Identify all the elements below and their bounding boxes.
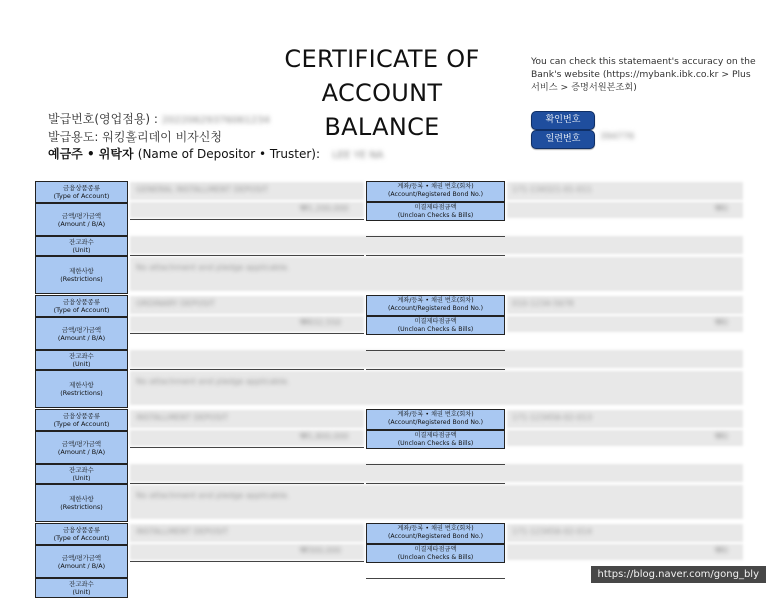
label-unit-text xyxy=(69,352,94,368)
label-type-of-account-text xyxy=(54,412,110,428)
label-restrictions-en: (Restrictions) xyxy=(60,275,103,283)
label-amount-ko: 금액/평가금액 xyxy=(61,553,102,562)
label-account-number-ko: 계좌/등록 • 채권 번호(회차) xyxy=(397,183,474,190)
label-unit-en: (Unit) xyxy=(72,474,91,482)
amount-value: ₩1,800,000 xyxy=(300,432,349,441)
confirm-number-button[interactable]: 확인번호 xyxy=(531,111,595,130)
label-unclean-checks-ko: 미결제타점금액 xyxy=(414,204,457,211)
label-type-of-account-en: (Type of Account) xyxy=(53,534,110,542)
label-account-number-en: (Account/Registered Bond No.) xyxy=(387,532,484,540)
label-unclean-checks xyxy=(366,430,505,449)
label-account-number xyxy=(366,409,505,430)
label-type-of-account-ko: 금융상품종류 xyxy=(62,298,101,306)
label-unit-en: (Unit) xyxy=(72,360,91,368)
depositor-label: 예금주 • 위탁자 xyxy=(48,147,134,161)
label-amount-text xyxy=(58,440,105,456)
purpose-line: 발급용도: 워킹홀리데이 비자신청 xyxy=(48,130,222,144)
label-account-number-en: (Account/Registered Bond No.) xyxy=(387,190,484,198)
label-amount xyxy=(35,317,128,350)
label-unclean-checks xyxy=(366,316,505,335)
label-amount-en: (Amount / B/A) xyxy=(57,447,106,456)
label-unclean-checks-text xyxy=(367,318,504,333)
label-unit xyxy=(35,350,128,370)
row-divider xyxy=(366,464,505,465)
label-account-number xyxy=(366,295,505,316)
label-unit-ko: 잔고좌수 xyxy=(69,238,94,246)
account-number-value: 171-134321-01-011 xyxy=(512,185,592,194)
unclean-value: ₩0 xyxy=(715,432,728,441)
label-account-number-ko: 계좌/등록 • 채권 번호(회차) xyxy=(397,525,474,532)
label-type-of-account-en: (Type of Account) xyxy=(53,192,110,200)
depositor-value: LEE YE NA xyxy=(332,150,384,161)
label-restrictions xyxy=(35,370,128,408)
label-account-number-en: (Account/Registered Bond No.) xyxy=(387,418,484,426)
label-unclean-checks-ko: 미결제타점금액 xyxy=(414,546,457,553)
label-type-of-account-en: (Type of Account) xyxy=(53,306,110,314)
label-unit-en: (Unit) xyxy=(72,588,91,596)
title-line-2: ACCOUNT BALANCE xyxy=(321,79,443,141)
verification-note: You can check this statemaent's accuracy on the Bank's website (https://mybank.ibk.co.kr > Plus서비스 > 증명서원본조회) xyxy=(531,56,756,93)
label-account-number-text xyxy=(367,525,504,540)
unclean-value: ₩0 xyxy=(715,204,728,213)
depositor-label-en: (Name of Depositor • Truster): xyxy=(137,147,321,161)
label-amount-en: (Amount / B/A) xyxy=(57,219,106,228)
label-unclean-checks-en: (Uncloan Checks & Bills) xyxy=(397,553,474,561)
account-number-value: 171-123456-02-013 xyxy=(512,413,592,422)
label-amount xyxy=(35,545,128,578)
label-type-of-account xyxy=(35,295,128,317)
label-restrictions-text xyxy=(60,381,102,397)
row-divider xyxy=(366,236,505,237)
label-unit-ko: 잔고좌수 xyxy=(69,580,94,588)
label-unit-en: (Unit) xyxy=(72,246,91,254)
account-type-value: ORDINARY DEPOSIT xyxy=(136,299,215,308)
label-account-number-ko: 계좌/등록 • 채권 번호(회차) xyxy=(397,297,474,304)
value-row-unclean xyxy=(507,430,743,446)
document-title xyxy=(262,42,502,144)
label-account-number-text xyxy=(367,411,504,426)
unclean-value: ₩0 xyxy=(715,546,728,555)
label-type-of-account xyxy=(35,523,128,545)
label-account-number-text xyxy=(367,183,504,198)
label-type-of-account-ko: 금융상품종류 xyxy=(62,526,101,534)
restriction-value: No attachment and pledge applicable. xyxy=(136,377,290,386)
label-restrictions-text xyxy=(60,495,102,511)
label-restrictions-en: (Restrictions) xyxy=(60,503,103,511)
label-unclean-checks-ko: 미결제타점금액 xyxy=(414,318,457,325)
account-number-value: 171-123456-02-014 xyxy=(512,527,592,536)
amount-value: ₩1,200,000 xyxy=(300,204,349,213)
serial-number-button[interactable]: 일련번호 xyxy=(531,130,595,149)
blog-watermark: https://blog.naver.com/gong_bly xyxy=(591,566,766,583)
row-divider xyxy=(366,578,505,579)
row-divider xyxy=(130,219,364,220)
label-amount-text xyxy=(58,212,105,228)
issue-number-label: 발급번호(영업점용) : xyxy=(48,112,158,126)
label-unit-ko: 잔고좌수 xyxy=(69,466,94,474)
account-type-value: GENERAL INSTALLMENT DEPOSIT xyxy=(136,185,269,194)
restriction-value: No attachment and pledge applicable. xyxy=(136,491,290,500)
label-type-of-account-en: (Type of Account) xyxy=(53,420,110,428)
label-restrictions xyxy=(35,256,128,294)
label-restrictions xyxy=(35,484,128,522)
row-divider xyxy=(130,561,364,562)
row-divider xyxy=(366,350,505,351)
label-type-of-account-ko: 금융상품종류 xyxy=(62,184,101,192)
label-restrictions-ko: 제한사항 xyxy=(69,381,94,389)
label-type-of-account-text xyxy=(54,298,110,314)
label-restrictions-ko: 제한사항 xyxy=(69,495,94,503)
label-account-number xyxy=(366,181,505,202)
label-restrictions-en: (Restrictions) xyxy=(60,389,103,397)
label-amount-en: (Amount / B/A) xyxy=(57,333,106,342)
label-unclean-checks-ko: 미결제타점금액 xyxy=(414,432,457,439)
label-unclean-checks xyxy=(366,544,505,563)
label-unclean-checks-text xyxy=(367,432,504,447)
label-unit xyxy=(35,236,128,256)
label-unclean-checks-en: (Uncloan Checks & Bills) xyxy=(397,439,474,447)
label-amount-ko: 금액/평가금액 xyxy=(61,439,102,448)
row-divider xyxy=(130,369,364,370)
account-type-value: INSTALLMENT DEPOSIT xyxy=(136,527,229,536)
issue-number-value: 20220629376061234 xyxy=(161,115,270,126)
label-type-of-account-ko: 금융상품종류 xyxy=(62,412,101,420)
row-divider xyxy=(130,333,364,334)
unclean-value: ₩0 xyxy=(715,318,728,327)
label-unclean-checks-en: (Uncloan Checks & Bills) xyxy=(397,325,474,333)
label-type-of-account xyxy=(35,181,128,203)
amount-value: ₩300,000 xyxy=(300,546,341,555)
label-unclean-checks xyxy=(366,202,505,221)
label-amount-text xyxy=(58,326,105,342)
label-unit-ko: 잔고좌수 xyxy=(69,352,94,360)
label-amount-en: (Amount / B/A) xyxy=(57,561,106,570)
account-type-value: INSTALLMENT DEPOSIT xyxy=(136,413,229,422)
row-divider xyxy=(366,255,505,256)
row-divider xyxy=(130,483,364,484)
label-unclean-checks-text xyxy=(367,546,504,561)
label-type-of-account-text xyxy=(54,526,110,542)
value-row-unclean xyxy=(507,202,743,218)
label-unit-text xyxy=(69,580,94,596)
label-unit xyxy=(35,464,128,484)
label-type-of-account-text xyxy=(54,184,110,200)
value-row-unclean xyxy=(507,544,743,560)
label-amount-text xyxy=(58,554,105,570)
row-divider xyxy=(130,255,364,256)
value-row-unit xyxy=(130,464,743,482)
title-line-1: CERTIFICATE OF xyxy=(284,45,480,73)
label-amount-ko: 금액/평가금액 xyxy=(61,325,102,334)
value-row-unit xyxy=(130,350,743,368)
issue-number xyxy=(48,110,270,127)
amount-value: ₩832,550 xyxy=(300,318,341,327)
label-amount xyxy=(35,431,128,464)
value-row-unclean xyxy=(507,316,743,332)
label-account-number-en: (Account/Registered Bond No.) xyxy=(387,304,484,312)
label-restrictions-ko: 제한사항 xyxy=(69,267,94,275)
account-number-value: 010-1234-5678 xyxy=(512,299,574,308)
row-divider xyxy=(366,483,505,484)
label-unit-text xyxy=(69,466,94,482)
label-unit-text xyxy=(69,238,94,254)
depositor-line xyxy=(48,145,384,162)
label-unclean-checks-text xyxy=(367,204,504,219)
label-unclean-checks-en: (Uncloan Checks & Bills) xyxy=(397,211,474,219)
label-account-number xyxy=(366,523,505,544)
label-account-number-text xyxy=(367,297,504,312)
label-amount xyxy=(35,203,128,236)
label-amount-ko: 금액/평가금액 xyxy=(61,211,102,220)
row-divider xyxy=(366,369,505,370)
row-divider xyxy=(130,447,364,448)
restriction-value: No attachment and pledge applicable. xyxy=(136,263,290,272)
serial-value: 394776 xyxy=(600,132,635,142)
value-row-unit xyxy=(130,236,743,254)
label-unit xyxy=(35,578,128,598)
label-account-number-ko: 계좌/등록 • 채권 번호(회차) xyxy=(397,411,474,418)
label-restrictions-text xyxy=(60,267,102,283)
label-type-of-account xyxy=(35,409,128,431)
